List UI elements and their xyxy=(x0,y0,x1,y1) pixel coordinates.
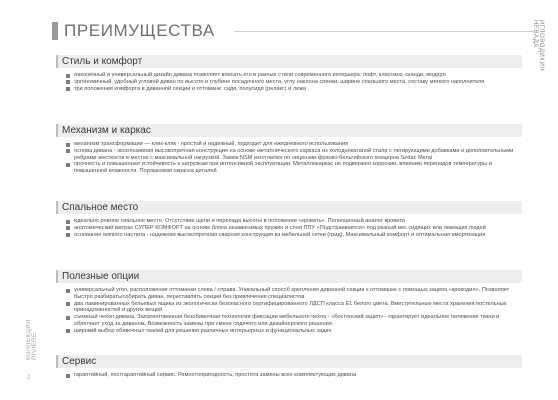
list-item-text: универсальный угол, расположение оттоманки слева / справа. Уникальный способ крепления диванной секции к оттоманке с помощью зацепа «крокодил». Позволяет быстро разбирать/собирать диван, переставлять секции без привлечения специалистов xyxy=(74,287,510,300)
list-item-text: основа дивана - эксклюзивная высокопрочная конструкция на основе металлического каркаса из холоднокатаной стали с легирующими добавками и дополнительными ребрами жесткости в местах с максимальной нагрузкой. Замок NSM изготовлен по лицензии франко-бельгийского концерна Sedac Meral xyxy=(74,147,514,161)
section-heading xyxy=(56,355,522,368)
list-item-text: два ламинированных бельевых ящика из экологически безопасного сертифицированного ЛДСП класса Е1 белого цвета. Вместительные места хранения постельных принадлежностей и других вещей xyxy=(74,300,507,314)
header-accent-bar xyxy=(52,22,58,40)
square-bullet-icon xyxy=(66,329,70,333)
square-bullet-icon xyxy=(66,226,70,230)
list-item-text: анатомический матрас СУПЕР КОМФОРТ на основе блока независимых пружин и слоя ППУ «Подстраивается» под разный вес сидящих или лежащих людей xyxy=(74,224,486,231)
list-item xyxy=(66,161,522,175)
section-title: Спальное место xyxy=(62,202,139,213)
list-item-text: съемный чехол дивана. Запатентованная безобивочная технология фиксации мебельного чехла - «бостонский зацеп» - гарантирует идеальное натяжение ткани и облегчает уход за диваном. Возможность замены при смене сидячего или дизайнерского решения xyxy=(74,314,500,327)
list-item-text: широкий выбор обивочных тканей для решения различных интерьерных и функциональных задач xyxy=(74,327,332,334)
heading-marker xyxy=(56,201,58,214)
square-bullet-icon xyxy=(66,80,70,84)
page-header xyxy=(52,22,522,44)
bullet-list xyxy=(56,141,522,175)
list-item xyxy=(66,141,522,148)
list-item-text: механизм трансформации — клик-кляк - простой и надежный, подходит для ежедневного использования xyxy=(74,141,349,147)
list-item-text: лаконичный и универсальный дизайн дивана позволяет вписать его в разные стили современного интерьера: лофт, классика, сканди, модерн xyxy=(74,72,446,78)
list-item xyxy=(66,79,522,86)
square-bullet-icon xyxy=(66,74,70,78)
list-item xyxy=(66,328,522,335)
list-item-text: прочность и повышенная устойчивость к нагрузкам при интенсивной эксплуатации. Металлокаркас не подвержен коррозии, влиянию перепадов температуры и повышенной влажности. Порошковая окраска деталей xyxy=(74,161,492,175)
section-heading xyxy=(56,270,522,283)
section-style-comfort xyxy=(56,55,522,92)
square-bullet-icon xyxy=(66,302,70,306)
list-item-text: основание мягкого настила - надежная высокопрочная сварная конструкция из мебельной сетки (грид). Максимальный комфорт и оптимальная амортизация xyxy=(74,231,486,238)
square-bullet-icon xyxy=(66,374,70,378)
square-bullet-icon xyxy=(66,163,70,167)
list-item xyxy=(66,148,522,162)
heading-marker xyxy=(56,55,58,68)
bullet-list xyxy=(56,372,522,379)
heading-marker xyxy=(56,270,58,283)
list-item-text: гарантийный, постгарантийный сервис. Ремонтопригодность, простота замены всех комплектующих дивана xyxy=(74,372,356,378)
header-divider xyxy=(234,31,534,32)
section-heading xyxy=(56,201,522,214)
section-title: Полезные опции xyxy=(62,271,140,282)
list-item xyxy=(66,287,522,301)
bullet-list xyxy=(56,287,522,335)
list-item xyxy=(66,301,522,315)
bullet-list xyxy=(56,218,522,238)
heading-marker xyxy=(56,355,58,368)
page-number: 2 xyxy=(27,375,31,381)
list-item xyxy=(66,72,522,79)
list-item xyxy=(66,314,522,328)
square-bullet-icon xyxy=(66,87,70,91)
page-title: ПРЕИМУЩЕСТВА xyxy=(64,21,215,40)
square-bullet-icon xyxy=(66,149,70,153)
section-mechanism-frame xyxy=(56,124,522,175)
list-item-text: три положения комфорта в диванной секции и оттомане: сидя, полусидя (релакс) и лежа xyxy=(74,85,307,92)
list-item xyxy=(66,218,522,225)
section-useful-options xyxy=(56,270,522,335)
square-bullet-icon xyxy=(66,233,70,237)
list-item-text: идеально ровное спальное место. Отсутствие щели и перепада высоты в положении «кровать». Полноценный аналог кровати xyxy=(74,218,405,224)
list-item xyxy=(66,225,522,232)
list-item xyxy=(66,372,522,379)
section-title: Стиль и комфорт xyxy=(62,56,143,67)
side-caption-left: КОЛЛЕКЦИЯ RIVIERE xyxy=(26,319,38,360)
square-bullet-icon xyxy=(66,220,70,224)
section-sleeping-place xyxy=(56,201,522,238)
list-item xyxy=(66,232,522,239)
section-heading xyxy=(56,55,522,68)
side-caption-right: ИГЛОВОДИКИН НЕВАДА xyxy=(532,20,544,72)
section-heading xyxy=(56,124,522,137)
list-item xyxy=(66,86,522,93)
list-item-text: эргономичный, удобный угловой диван по высоте и глубине посадочного места, углу наклона спинки, ширине спального места, составу мягкого наполнителя xyxy=(74,78,485,85)
bullet-list xyxy=(56,72,522,92)
section-service xyxy=(56,355,522,379)
section-title: Сервис xyxy=(62,356,97,367)
square-bullet-icon xyxy=(66,143,70,147)
section-title: Механизм и каркас xyxy=(62,125,151,136)
square-bullet-icon xyxy=(66,316,70,320)
heading-marker xyxy=(56,124,58,137)
square-bullet-icon xyxy=(66,289,70,293)
